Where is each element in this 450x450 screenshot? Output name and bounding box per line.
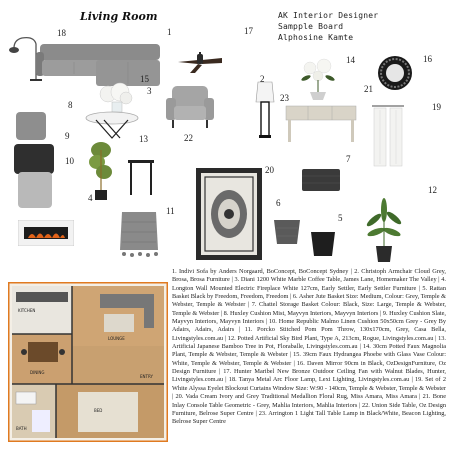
board-subtitle: Sampple Board: [278, 22, 344, 31]
jute-basket: [272, 216, 302, 246]
room-label-dining: DINING: [30, 370, 45, 375]
item-number-21: 21: [364, 84, 373, 94]
item-number-15: 15: [140, 74, 149, 84]
room-label-kitchen: KITCHEN: [18, 308, 36, 313]
item-number-20: 20: [265, 165, 274, 175]
item-number-17: 17: [244, 26, 253, 36]
designer-author: Alphosine Kamte: [278, 33, 354, 42]
ceiling-fan: [176, 52, 224, 74]
pom-pom-throw: [118, 210, 160, 260]
item-number-12: 12: [428, 185, 437, 195]
marble-coffee-table: [84, 110, 140, 140]
electric-fireplace: [18, 220, 74, 246]
room-label-bath: BATH: [16, 426, 27, 431]
armchair: [166, 84, 214, 130]
storage-basket: [300, 165, 342, 193]
item-number-9: 9: [65, 131, 70, 141]
designer-name: AK Interior Designer: [278, 11, 379, 20]
curtains: [372, 104, 404, 168]
room-label-bed: BED: [94, 408, 103, 413]
item-number-4: 4: [88, 193, 93, 203]
item-number-22: 22: [184, 133, 193, 143]
medallion-rug: [196, 168, 262, 260]
product-legend: 1. Indivi Sofa by Anders Norgaard, BoConcept, BoConcept Sydney | 2. Christoph Armchair Cloud Grey, Brosa, Brosa Furniture | 3. Diani 1200 White Marble Coffee Table, James Lane, Homemaker The Valley | 4. Longton Wall Mounted Electric Fireplace White 127cm, Early Settler, Early Settler Furniture | 5. Rattan Basket Black by Freedom, Freedom, Freedom | 6. Asher Jute Basket Size: Medium, Colour: Grey, Temple & Webster, Temple & Webster | 7. Chattel Storage Basket Colour: Black, Size: Large, Temple & Webster, Temple & Webster | 8. Huxley Cushion Mist, Mayvyn Interiors, Mayvyn Interiors | 9. Huxley Cushion Slate, Mayvyn Interiors, Mayvyn Interiors | 10. Home Republic Malmo Linen Cushion 50x50cm Grey - Grey By Adairs, Adairs, Adairs | 11. Porcko Stitched Pom Pom Throw, 130x170cm, Grey, Casa Bella, Livingstyles.com.au | 12. Potted Artificial Sky Bird Plant, Type A, 213cm, Rogue, Livingstyles.com.au | 13. Artificial Japanese Bamboo Tree in Pot, Floraballe, Livingstyles.com.au | 14. 30cm Potted Faux Magnolia Plant, Temple & Webster, Temple & Webster | 15. 39cm Faux Hydrangea Phoebe with Glass Vase Colour: White, Temple & Webster, Temple & Webster | 16. Daven Mirror 90cm in Black, OzDesignFurniture, Oz Design Furniture | 17. Hunter Maribel New Bronze Outdoor Ceiling Fan with Walnut Blades, Hunter, Livingstyles.com.au | 18. Tanya Metal Arc Floor Lamp, Lexi Lighting, Livingstyles.com.au | 19. Set of 2 White Alyssa Eyelet Blockout Curtains Window Size: W:90 - 140cm, Temple & Webster, Temple & Webster | 20. Vada Cream Ivory and Grey Traditional Medallion Floral Rug, Miss Amara, Miss Amara | 21. Bone Inlay Console Table Geometric - Grey, Mahlia Interiors, Mahlia Interiors | 22. Union Side Table, Oz Design Furniture, Belrose Super Centre | 23. Arrington 1 Light Tall Table Lamp in Black/White, Beacon Lighting, Belrose Super Centre: [172, 268, 446, 426]
board-title: Living Room: [80, 10, 158, 23]
item-number-19: 19: [432, 102, 441, 112]
cushions: [14, 110, 58, 210]
item-number-10: 10: [65, 156, 74, 166]
item-number-2: 2: [260, 74, 265, 84]
sky-bird-plant: [364, 196, 404, 266]
item-number-5: 5: [338, 213, 343, 223]
item-number-6: 6: [276, 198, 281, 208]
item-number-13: 13: [139, 134, 148, 144]
item-number-3: 3: [147, 86, 152, 96]
console-table: [284, 104, 358, 144]
floor-plan: [8, 282, 168, 442]
item-number-18: 18: [57, 28, 66, 38]
round-mirror: [376, 54, 414, 92]
rattan-basket: [308, 228, 338, 258]
item-number-8: 8: [68, 100, 73, 110]
item-number-14: 14: [346, 55, 355, 65]
item-number-1: 1: [167, 27, 172, 37]
item-number-23: 23: [280, 93, 289, 103]
table-lamp: [254, 80, 276, 140]
item-number-7: 7: [346, 154, 351, 164]
room-label-lounge: LOUNGE: [108, 336, 125, 341]
side-table: [126, 158, 156, 198]
room-label-entry: ENTRY: [140, 374, 153, 379]
item-number-16: 16: [423, 54, 432, 64]
item-number-11: 11: [166, 206, 175, 216]
magnolia-plant: [298, 58, 338, 102]
